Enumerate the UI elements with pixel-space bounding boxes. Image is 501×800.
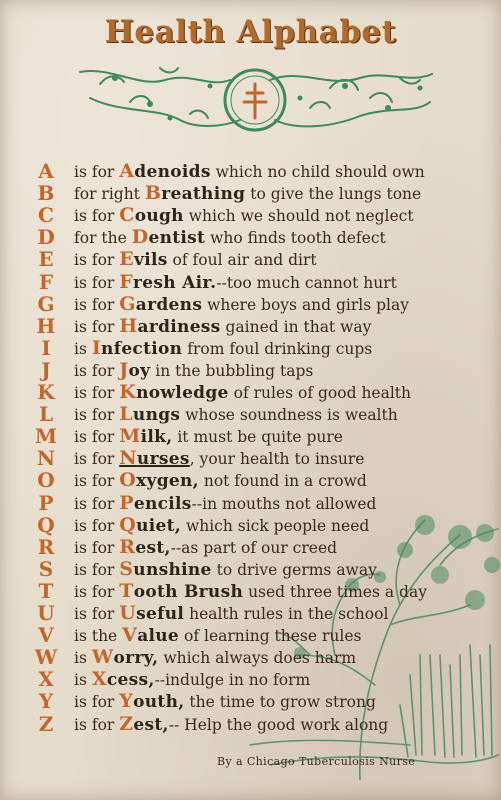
alphabet-row-t: [0, 580, 501, 602]
verse-keyword: [119, 405, 180, 425]
row-verse: [74, 469, 367, 492]
verse-lead: is for: [74, 251, 120, 270]
alphabet-row-w: [0, 646, 501, 668]
keyword-rest: orry,: [113, 648, 159, 669]
alphabet-row-f: [0, 271, 501, 293]
keyword-rest: alue: [137, 626, 180, 647]
keyword-rest: denoids: [134, 162, 211, 182]
row-initial: R: [37, 534, 55, 559]
keyword-rest: oy: [128, 360, 151, 381]
row-verse: [74, 248, 317, 271]
verse-keyword: [92, 648, 159, 668]
verse-lead: is for: [74, 715, 120, 734]
keyword-capital: M: [119, 425, 141, 448]
row-verse: [74, 337, 372, 360]
keyword-capital: B: [144, 182, 162, 205]
row-initial: O: [37, 468, 55, 493]
keyword-capital: Z: [119, 712, 134, 735]
row-initial: T: [38, 578, 54, 603]
keyword-rest: nowledge: [136, 383, 229, 403]
verse-tail: of rules of good health: [228, 384, 412, 402]
alphabet-row-b: [0, 182, 501, 204]
verse-tail: which we should not neglect: [183, 207, 414, 226]
verse-keyword: [119, 692, 184, 712]
row-verse: [74, 293, 409, 316]
verse-tail: --as part of our creed: [170, 538, 338, 557]
verse-tail: to give the lungs tone: [245, 185, 422, 204]
keyword-rest: ooth Brush: [133, 581, 244, 602]
verse-keyword: [119, 449, 189, 469]
verse-tail: in the bubbling taps: [150, 361, 314, 380]
keyword-rest: unshine: [133, 559, 212, 580]
verse-keyword: [119, 427, 172, 447]
row-initial: L: [38, 402, 54, 427]
alphabet-row-v: [0, 624, 501, 646]
keyword-rest: ungs: [132, 405, 181, 426]
row-verse: [74, 315, 371, 338]
verse-tail: where boys and girls play: [202, 295, 410, 314]
verse-tail: of foul air and dirt: [167, 251, 317, 270]
row-verse: [74, 713, 388, 736]
row-verse: [74, 668, 310, 691]
verse-lead: is: [74, 339, 92, 358]
row-initial: G: [37, 291, 55, 316]
alphabet-row-l: [0, 403, 501, 425]
verse-lead: is for: [74, 560, 120, 579]
keyword-rest: vils: [134, 250, 168, 271]
row-initial: N: [36, 446, 56, 471]
alphabet-row-u: [0, 602, 501, 624]
verse-tail: --too much cannot hurt: [216, 273, 397, 292]
verse-tail: not found in a crowd: [198, 472, 367, 491]
keyword-rest: est,: [135, 537, 171, 558]
verse-lead: is for: [74, 428, 120, 447]
alphabet-row-x: [0, 668, 501, 690]
attribution-footer: By a Chicago Tuberculosis Nurse: [217, 755, 416, 768]
row-verse: [74, 602, 388, 625]
keyword-rest: ardens: [135, 294, 203, 315]
verse-keyword: [119, 162, 210, 182]
keyword-capital: X: [91, 668, 107, 691]
alphabet-row-a: [0, 160, 501, 182]
verse-lead: is for: [74, 295, 120, 314]
alphabet-row-z: [0, 713, 501, 735]
keyword-rest: resh Air.: [133, 272, 217, 293]
verse-keyword: [119, 491, 192, 514]
verse-keyword: [119, 270, 217, 293]
alphabet-row-i: [0, 337, 501, 359]
row-verse: [74, 558, 377, 581]
verse-tail: which sick people need: [181, 516, 370, 535]
keyword-rest: uiet,: [136, 515, 182, 536]
verse-lead: is for: [74, 273, 120, 292]
verse-keyword: [119, 513, 182, 536]
row-initial: C: [38, 203, 54, 228]
alphabet-row-m: [0, 425, 501, 447]
row-verse: [74, 580, 427, 603]
verse-lead: is for: [74, 605, 120, 623]
row-verse: [74, 447, 364, 470]
row-initial: D: [37, 225, 55, 250]
verse-lead: is for: [74, 317, 120, 336]
verse-tail: --in mouths not allowed: [191, 494, 377, 513]
row-initial: P: [38, 490, 54, 515]
verse-lead: is for: [74, 384, 120, 402]
page-title: Health Alphabet: [104, 14, 397, 50]
row-verse: [74, 182, 421, 205]
alphabet-row-n: [0, 447, 501, 469]
row-initial: F: [38, 269, 54, 294]
row-verse: [74, 624, 361, 647]
verse-lead: is for: [74, 538, 120, 557]
row-initial: E: [38, 247, 54, 272]
verse-tail: which no child should own: [210, 163, 425, 181]
keyword-rest: ough: [134, 206, 184, 227]
verse-tail: --indulge in no form: [154, 671, 311, 690]
verse-tail: the time to grow strong: [184, 693, 376, 712]
verse-keyword: [119, 712, 169, 735]
row-verse: [74, 646, 356, 669]
keyword-capital: H: [119, 314, 138, 337]
verse-keyword: [91, 336, 183, 359]
row-verse: [74, 425, 343, 448]
verse-lead: is for: [74, 472, 120, 491]
alphabet-row-c: [0, 204, 501, 226]
verse-lead: is for: [74, 163, 120, 181]
verse-keyword: [119, 250, 167, 270]
row-initial: Y: [38, 689, 54, 714]
verse-tail: who finds tooth defect: [205, 229, 386, 248]
alphabet-row-r: [0, 536, 501, 558]
verse-tail: of learning these rules: [179, 627, 362, 646]
row-initial: S: [38, 556, 54, 581]
verse-tail: which always does harm: [158, 649, 357, 668]
verse-keyword: [132, 228, 206, 248]
row-initial: X: [38, 667, 54, 692]
verse-keyword: [119, 535, 171, 558]
keyword-capital: K: [119, 381, 137, 403]
row-verse: [74, 492, 376, 515]
row-initial: K: [37, 380, 55, 404]
row-verse: [74, 403, 398, 426]
keyword-capital: G: [119, 292, 136, 315]
keyword-capital: S: [119, 557, 134, 580]
alphabet-row-g: [0, 293, 501, 315]
row-verse: [74, 690, 376, 713]
row-verse: [74, 536, 337, 559]
row-initial: J: [41, 357, 51, 382]
verse-keyword: [119, 358, 151, 381]
verse-lead: is for: [74, 406, 120, 425]
verse-keyword: [92, 670, 155, 690]
alphabet-row-q: [0, 514, 501, 536]
keyword-rest: est,: [133, 714, 169, 735]
verse-keyword: [119, 604, 184, 624]
row-initial: M: [34, 424, 58, 449]
verse-tail: -- Help the good work along: [168, 715, 389, 734]
verse-tail: from foul drinking cups: [182, 339, 373, 358]
keyword-rest: seful: [136, 604, 185, 624]
keyword-capital: W: [91, 646, 114, 669]
alphabet-row-p: [0, 492, 501, 514]
keyword-capital: U: [119, 602, 137, 624]
keyword-rest: entist: [148, 228, 206, 249]
verse-lead: is the: [74, 627, 123, 646]
keyword-rest: outh,: [133, 692, 185, 713]
cross-of-lorraine-wreath-ornament-icon: [70, 58, 440, 138]
keyword-capital: D: [131, 226, 149, 249]
verse-lead: for the: [74, 229, 132, 248]
verse-tail: used three times a day: [243, 582, 427, 601]
verse-keyword: [119, 383, 228, 403]
row-initial: Z: [38, 711, 54, 736]
keyword-rest: ilk,: [140, 427, 173, 448]
verse-keyword: [122, 626, 179, 646]
verse-lead: for right: [74, 185, 145, 204]
row-initial: A: [38, 159, 54, 183]
row-initial: W: [34, 645, 58, 670]
keyword-capital: C: [119, 204, 135, 227]
verse-lead: is for: [74, 582, 120, 601]
keyword-capital: Y: [119, 690, 134, 713]
verse-keyword: [119, 579, 244, 602]
verse-keyword: [119, 206, 184, 226]
keyword-capital: T: [119, 579, 134, 602]
keyword-rest: xygen,: [136, 471, 199, 492]
keyword-capital: E: [119, 248, 135, 271]
verse-keyword: [145, 184, 245, 204]
alphabet-row-h: [0, 315, 501, 337]
keyword-capital: I: [91, 336, 102, 359]
verse-lead: is: [74, 649, 92, 668]
verse-lead: is for: [74, 207, 120, 226]
verse-tail: , your health to insure: [189, 450, 365, 469]
keyword-rest: nfection: [101, 338, 183, 359]
row-verse: [74, 514, 369, 537]
keyword-rest: reathing: [161, 184, 246, 205]
row-initial: Q: [37, 512, 55, 537]
verse-tail: it must be quite pure: [172, 428, 343, 447]
keyword-rest: urses: [136, 449, 190, 470]
verse-keyword: [119, 292, 203, 315]
row-verse: [74, 204, 414, 227]
verse-keyword: [119, 471, 199, 491]
verse-lead: is: [74, 671, 92, 690]
keyword-capital: R: [119, 535, 136, 558]
keyword-capital: A: [119, 160, 135, 182]
keyword-capital: V: [122, 624, 138, 647]
row-verse: [74, 226, 386, 249]
verse-tail: gained in that way: [220, 317, 372, 336]
keyword-capital: P: [119, 491, 134, 514]
row-initial: H: [36, 313, 56, 338]
alphabet-row-e: [0, 248, 501, 270]
alphabet-row-y: [0, 690, 501, 712]
row-verse: [74, 381, 411, 404]
verse-keyword: [119, 314, 221, 337]
row-initial: V: [38, 623, 54, 648]
verse-lead: is for: [74, 516, 120, 535]
alphabet-row-o: [0, 469, 501, 491]
keyword-capital: F: [119, 270, 134, 293]
keyword-rest: cess,: [106, 670, 155, 691]
keyword-capital: J: [119, 358, 129, 381]
verse-lead: is for: [74, 494, 120, 513]
keyword-capital: O: [119, 469, 137, 492]
alphabet-row-s: [0, 558, 501, 580]
keyword-rest: encils: [133, 493, 192, 514]
alphabet-row-k: [0, 381, 501, 403]
row-verse: [74, 160, 425, 183]
row-initial: I: [41, 335, 51, 360]
verse-lead: is for: [74, 450, 120, 469]
row-initial: B: [37, 181, 55, 206]
verse-tail: health rules in the school: [184, 605, 389, 623]
row-verse: [74, 359, 313, 382]
verse-lead: is for: [74, 361, 120, 380]
verse-keyword: [119, 557, 212, 580]
keyword-rest: ardiness: [137, 316, 221, 337]
alphabet-row-j: [0, 359, 501, 381]
verse-lead: is for: [74, 693, 120, 712]
verse-tail: whose soundness is wealth: [180, 406, 398, 425]
row-verse: [74, 271, 397, 294]
verse-tail: to drive germs away: [211, 560, 377, 579]
keyword-capital: Q: [119, 513, 137, 536]
keyword-capital: L: [119, 403, 133, 426]
alphabet-row-d: [0, 226, 501, 248]
row-initial: U: [37, 601, 55, 625]
keyword-capital: N: [119, 447, 137, 470]
